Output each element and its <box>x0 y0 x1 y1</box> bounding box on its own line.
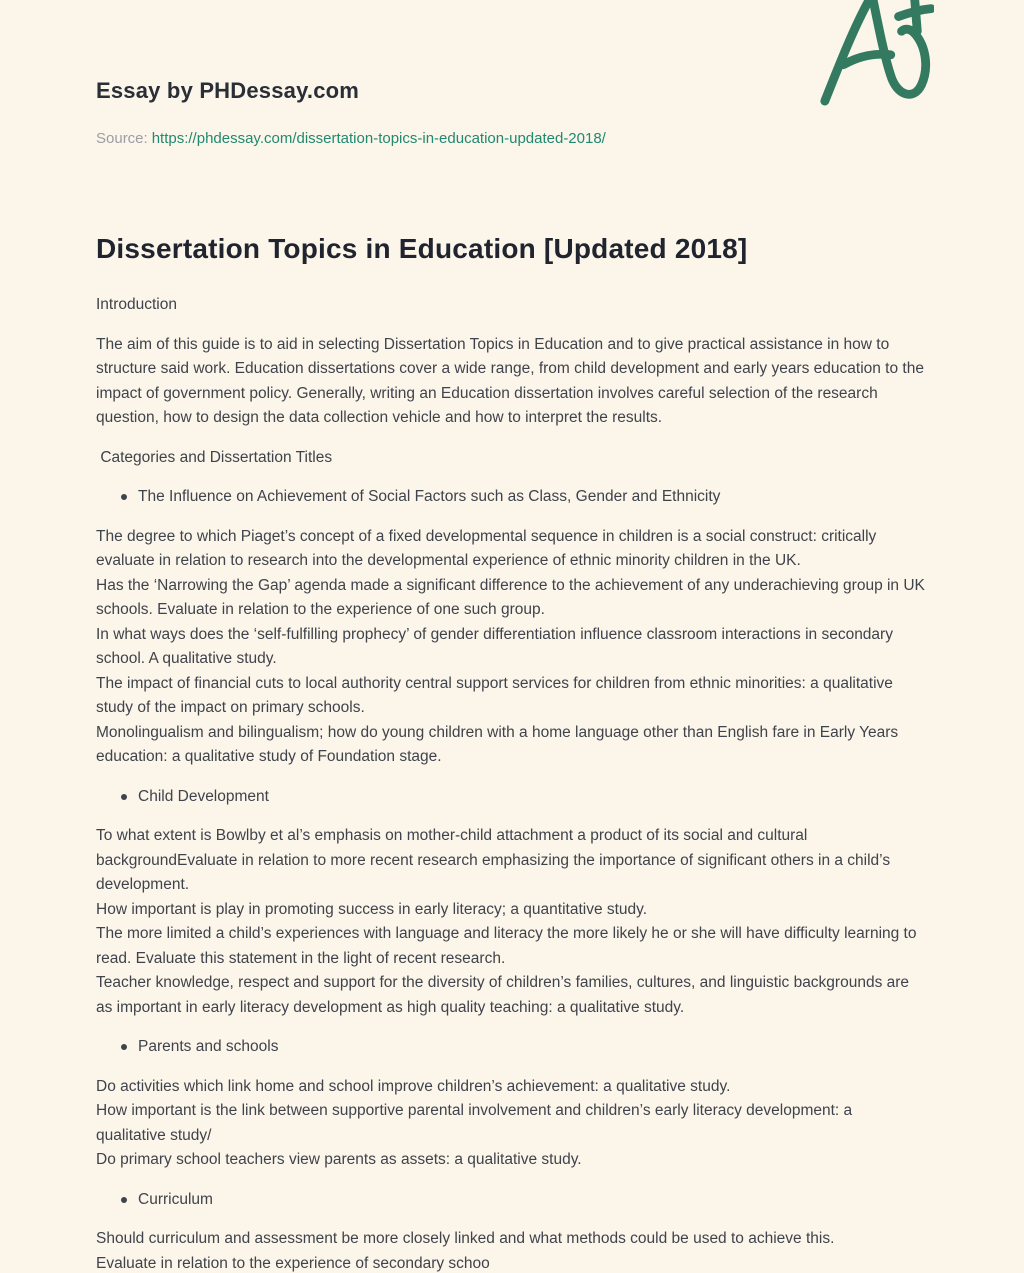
bullet-icon <box>121 1197 127 1203</box>
paragraph-line: Do activities which link home and school improve children’s achievement: a qualitative study. <box>96 1077 731 1095</box>
paragraph-line: The degree to which Piaget’s concept of a fixed developmental sequence in children is a social construct: critically evaluate in relation to research into the developmental experience of ethnic minority children in the UK. <box>96 527 877 569</box>
phdessay-a-plus-logo-icon <box>816 0 934 110</box>
page-header <box>96 0 928 147</box>
social-factors-paragraph <box>96 525 926 770</box>
paragraph-line: Should curriculum and assessment be more closely linked and what methods could be used to achieve this. <box>96 1230 835 1247</box>
parents-schools-paragraph <box>96 1075 926 1173</box>
bullet-label: Curriculum <box>138 1190 213 1208</box>
paragraph-line: Do primary school teachers view parents as assets: a qualitative study. <box>96 1151 582 1168</box>
curriculum-paragraph <box>96 1227 926 1273</box>
paragraph-line: How important is the link between supportive parental involvement and children’s early literacy development: a qualitative study/ <box>96 1102 853 1144</box>
intro-paragraph <box>96 333 926 431</box>
paragraph-line: The aim of this guide is to aid in selecting Dissertation Topics in Education and to give practical assistance in how to structure said work. Education dissertations cover a wide range, from child development and early years education to the impact of government policy. Generally, writing an Education dissertation involves careful selection of the research question, how to design the data collection vehicle and how to interpret the results. <box>96 335 924 426</box>
child-development-paragraph <box>96 824 926 1020</box>
paragraph-line: In what ways does the ‘self-fulfilling prophecy’ of gender differentiation influence classroom interactions in secondary school. A qualitative study. <box>96 625 893 667</box>
section-heading-categories: Categories and Dissertation Titles <box>96 448 333 466</box>
bullet-icon <box>121 494 127 500</box>
source-label: Source: <box>96 130 148 147</box>
paragraph-line: The impact of financial cuts to local authority central support services for children from ethnic minorities: a qualitative study of the impact on primary schools. <box>96 674 893 716</box>
paragraph-line: How important is play in promoting success in early literacy; a quantitative study. <box>96 900 648 918</box>
bullet-item-child-development <box>121 785 928 810</box>
paragraph-line: Teacher knowledge, respect and support for the diversity of children’s families, cultures, and linguistic backgrounds are as important in early literacy development as high quality teaching: a qualitative study. <box>96 974 910 1016</box>
bullet-label: Parents and schools <box>138 1038 279 1055</box>
bullet-label: The Influence on Achievement of Social Factors such as Class, Gender and Ethnicity <box>138 488 721 505</box>
bullet-item-parents-and-schools <box>121 1035 928 1060</box>
site-title: Essay by PHDessay.com <box>96 78 360 103</box>
paragraph-line: Evaluate in relation to the experience of secondary schoo <box>96 1254 490 1272</box>
bullet-icon <box>121 1044 127 1050</box>
paragraph-line: To what extent is Bowlby et al’s emphasis on mother-child attachment a product of its social and cultural backgroundEvaluate in relation to more recent research emphasizing the importance of significant others in a child’s development. <box>96 827 891 893</box>
source-url-link[interactable]: https://phdessay.com/dissertation-topics-in-education-updated-2018/ <box>151 130 606 147</box>
paragraph-line: Monolingualism and bilingualism; how do young children with a home language other than English fare in Early Years education: a qualitative study of Foundation stage. <box>96 723 899 765</box>
paragraph-line: Has the ‘Narrowing the Gap’ agenda made a significant difference to the achievement of any underachieving group in UK schools. Evaluate in relation to the experience of one such group. <box>96 576 925 618</box>
section-heading-introduction: Introduction <box>96 296 177 313</box>
essay-title: Dissertation Topics in Education [Updated 2018] <box>96 233 748 264</box>
source-line <box>96 130 928 147</box>
bullet-item-social-factors <box>121 485 928 510</box>
bullet-label: Child Development <box>138 787 269 805</box>
bullet-icon <box>121 794 127 800</box>
paragraph-line: The more limited a child’s experiences with language and literacy the more likely he or she will have difficulty learning to read. Evaluate this statement in the light of recent research. <box>96 925 917 967</box>
essay-content <box>96 233 928 1273</box>
bullet-item-curriculum <box>121 1188 928 1213</box>
